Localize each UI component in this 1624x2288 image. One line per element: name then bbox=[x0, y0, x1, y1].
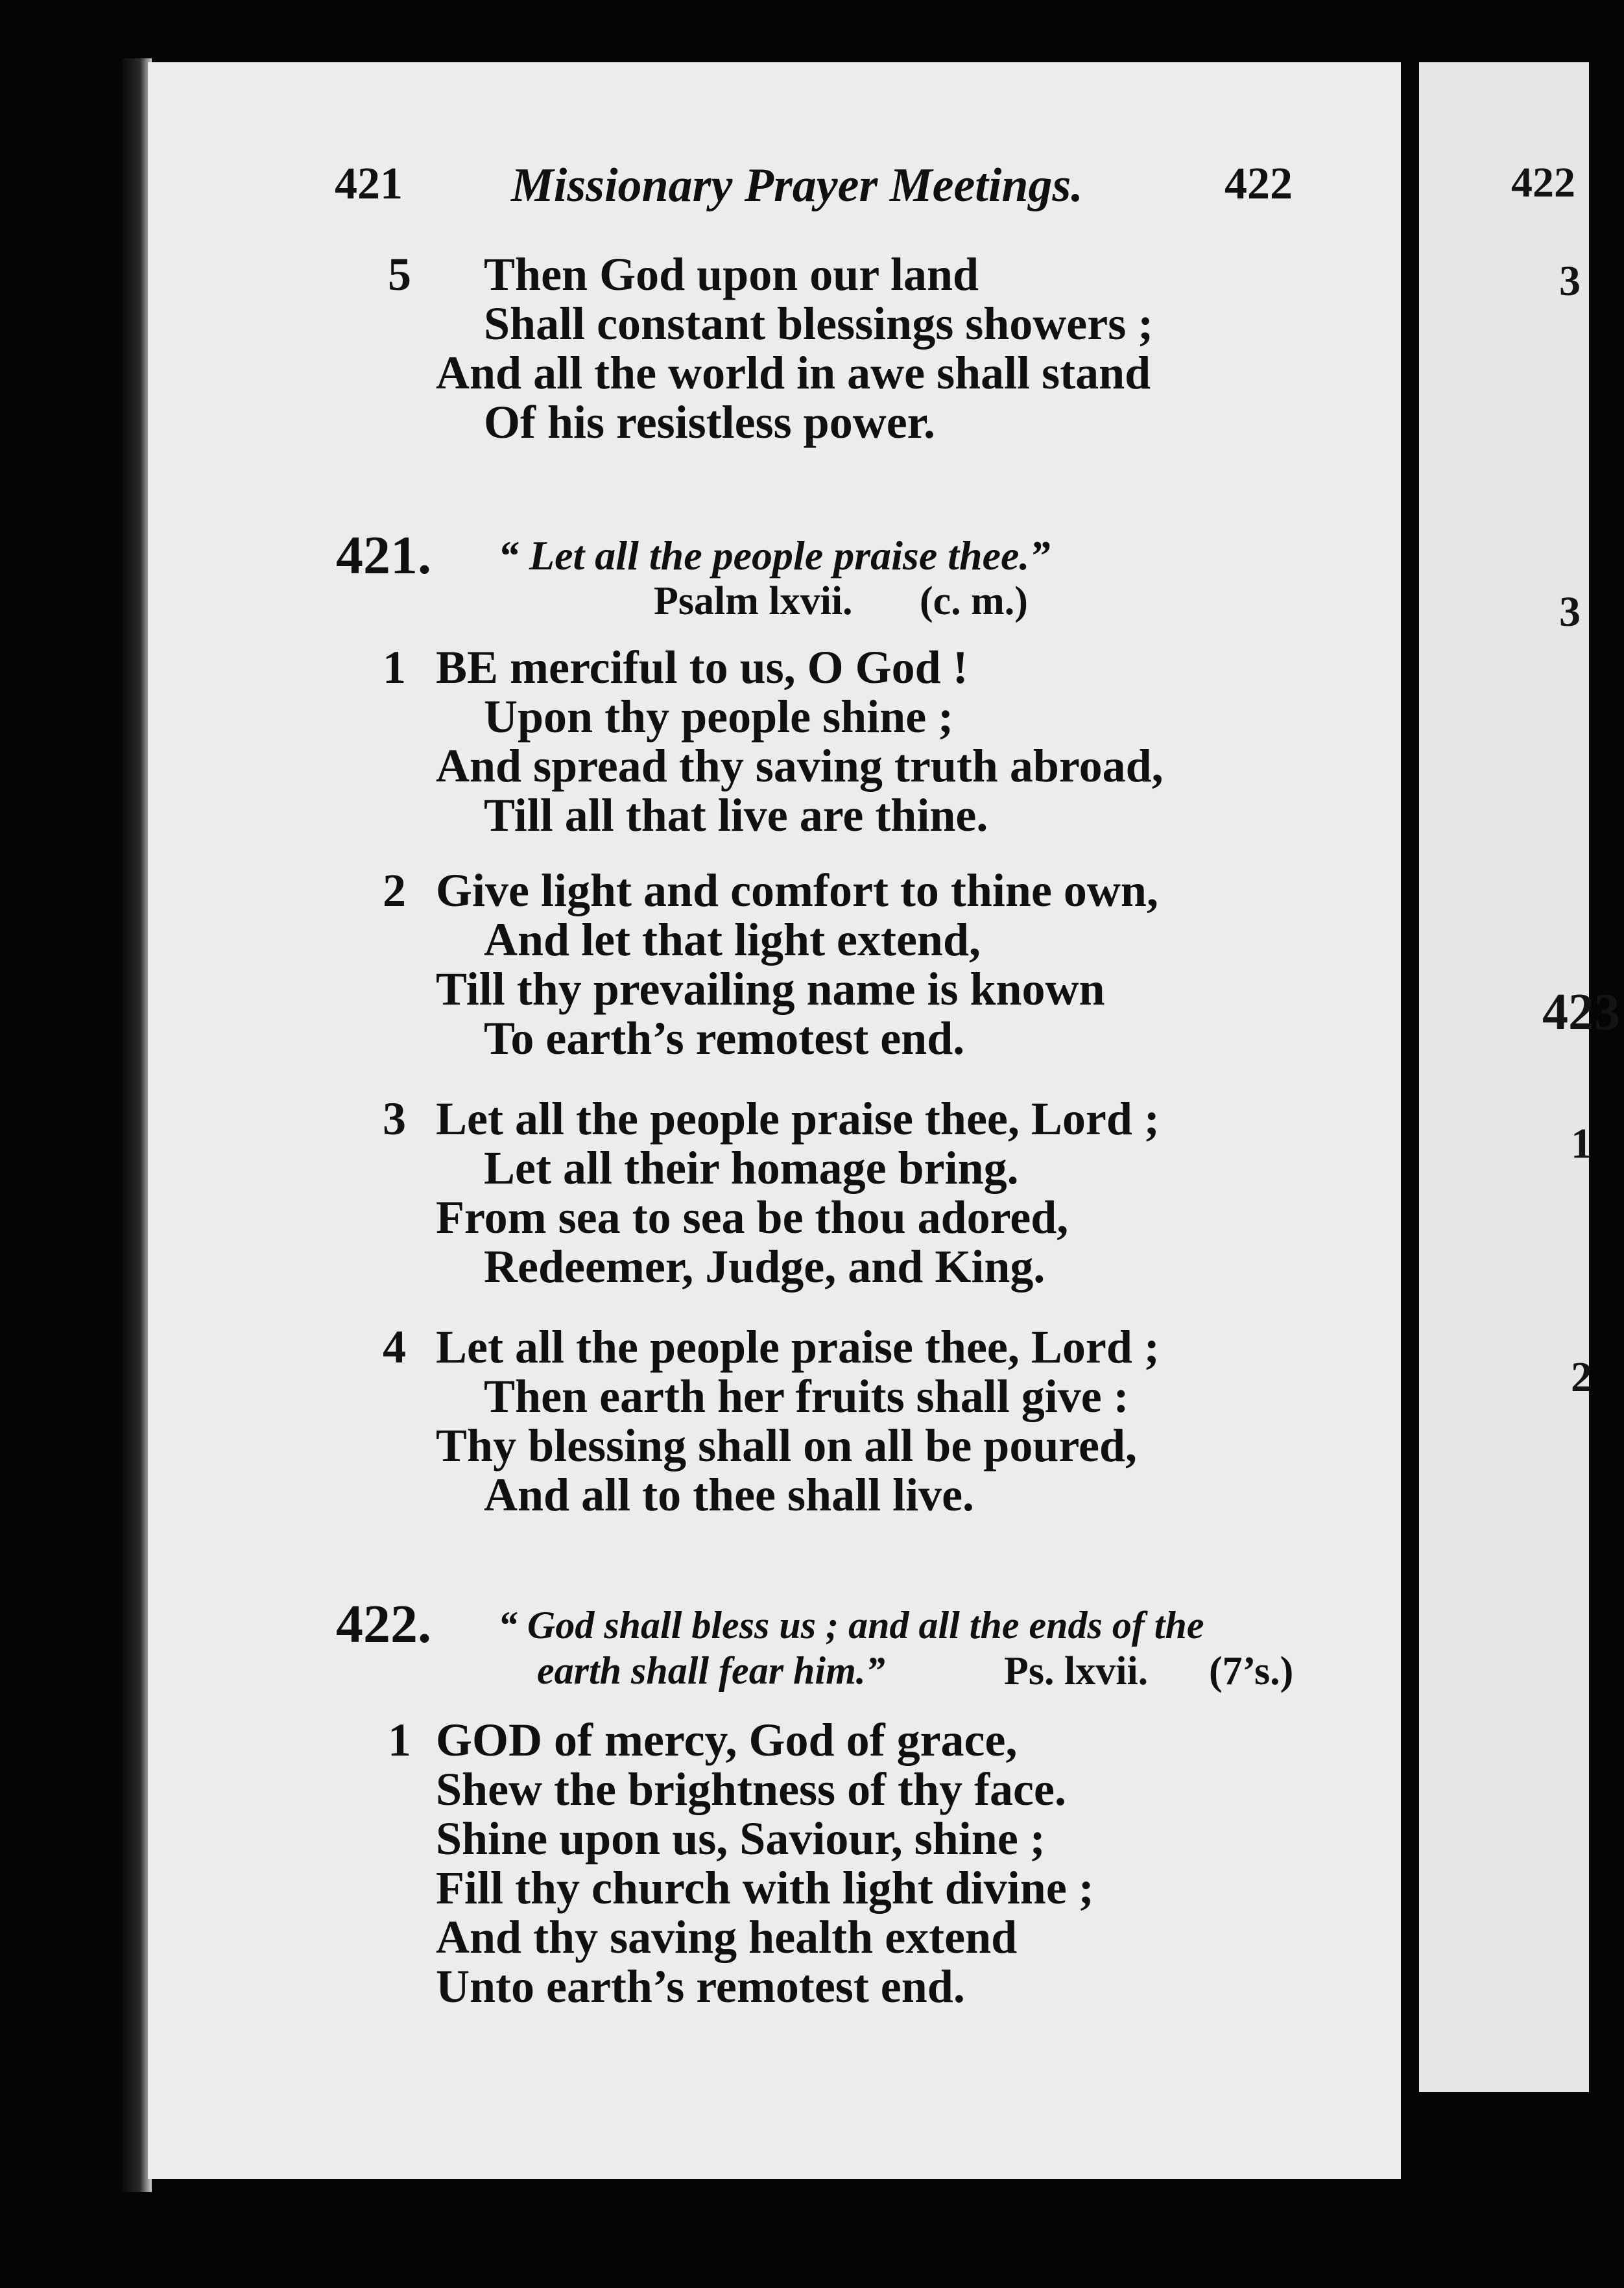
hymn-meter: (c. m.) bbox=[920, 579, 1028, 623]
verse-number: 1 bbox=[383, 641, 406, 693]
verse-line: Fill thy church with light divine ; bbox=[436, 1862, 1094, 1914]
verse-number: 5 bbox=[388, 248, 411, 300]
verse-line: Of his resistless power. bbox=[484, 396, 936, 448]
verse-line: Thy blessing shall on all be poured, bbox=[436, 1420, 1138, 1472]
hymn-meter: (7’s.) bbox=[1209, 1649, 1294, 1693]
verse-line: Till thy prevailing name is known bbox=[436, 963, 1105, 1015]
running-title: Missionary Prayer Meetings. bbox=[511, 159, 1083, 212]
verse-number: 2 bbox=[383, 864, 406, 916]
verse-line: Redeemer, Judge, and King. bbox=[484, 1241, 1045, 1293]
verse-line: Shine upon us, Saviour, shine ; bbox=[436, 1813, 1045, 1865]
verse-line: And spread thy saving truth abroad, bbox=[436, 740, 1164, 792]
hymn-title: earth shall fear him.” bbox=[537, 1649, 885, 1692]
page-number-right: 422 bbox=[1224, 159, 1293, 209]
verse-line: Till all that live are thine. bbox=[484, 789, 988, 841]
verse-line: Shew the brightness of thy face. bbox=[436, 1763, 1066, 1815]
facing-fragment: 423 bbox=[1542, 984, 1620, 1041]
verse-line: Give light and comfort to thine own, bbox=[436, 864, 1158, 916]
left-page bbox=[148, 62, 1401, 2179]
hymn-title: “ Let all the people praise thee.” bbox=[498, 532, 1051, 578]
verse-line: And thy saving health extend bbox=[436, 1911, 1018, 1963]
facing-page-number: 422 bbox=[1511, 159, 1575, 206]
hymn-source: Ps. lxvii. bbox=[1004, 1649, 1149, 1693]
verse-line: To earth’s remotest end. bbox=[484, 1012, 965, 1064]
verse-line: Upon thy people shine ; bbox=[484, 691, 954, 743]
verse-number: 4 bbox=[383, 1321, 406, 1373]
facing-fragment: 2 bbox=[1571, 1353, 1592, 1401]
hymn-source: Psalm lxvii. bbox=[654, 579, 853, 623]
facing-fragment: 3 bbox=[1559, 588, 1581, 636]
verse-line: Let all the people praise thee, Lord ; bbox=[436, 1321, 1160, 1373]
facing-fragment: 3 bbox=[1559, 257, 1581, 305]
hymn-number: 421. bbox=[336, 525, 431, 586]
facing-page bbox=[1419, 62, 1620, 2092]
verse-line: And let that light extend, bbox=[484, 914, 981, 966]
verse-number: 3 bbox=[383, 1093, 406, 1145]
hymn-title: “ God shall bless us ; and all the ends of the bbox=[498, 1604, 1204, 1647]
verse-line: Let all the people praise thee, Lord ; bbox=[436, 1093, 1160, 1145]
verse-line: Let all their homage bring. bbox=[484, 1142, 1019, 1194]
verse-line: From sea to sea be thou adored, bbox=[436, 1191, 1069, 1243]
verse-line: GOD of mercy, God of grace, bbox=[436, 1714, 1018, 1766]
hymn-number: 422. bbox=[336, 1594, 431, 1654]
verse-line: Shall constant blessings showers ; bbox=[484, 298, 1154, 350]
page-number-left: 421 bbox=[335, 159, 403, 209]
verse-line: And all to thee shall live. bbox=[484, 1469, 975, 1521]
verse-line: Then God upon our land bbox=[484, 248, 979, 300]
verse-line: Unto earth’s remotest end. bbox=[436, 1960, 965, 2012]
verse-number: 1 bbox=[388, 1714, 411, 1766]
facing-fragment: 1 bbox=[1571, 1120, 1592, 1167]
verse-line: BE merciful to us, O God ! bbox=[436, 641, 968, 693]
verse-line: And all the world in awe shall stand bbox=[436, 347, 1151, 399]
verse-line: Then earth her fruits shall give : bbox=[484, 1370, 1129, 1422]
